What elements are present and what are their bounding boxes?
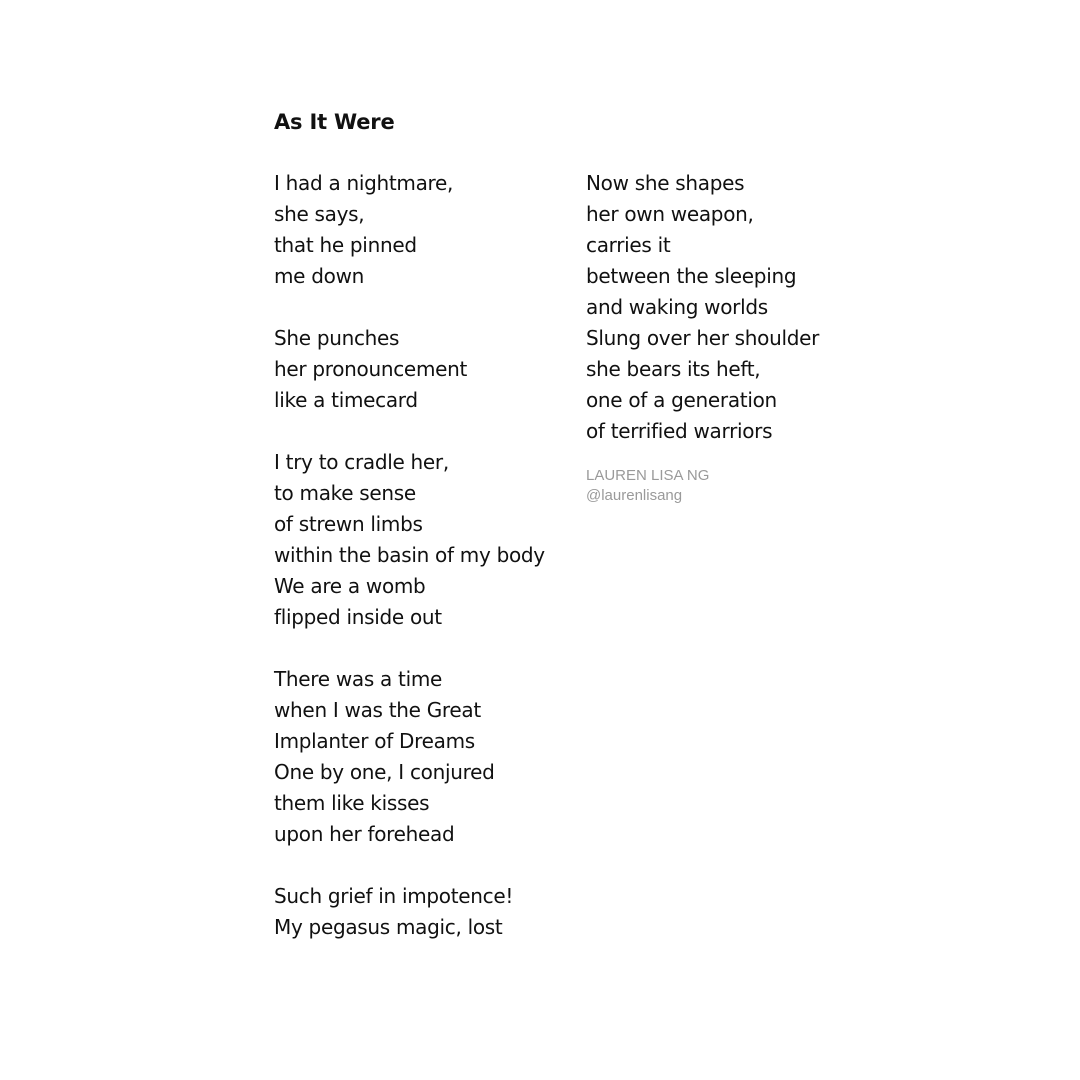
- poem-line: her pronouncement: [274, 357, 468, 381]
- poem-line: of strewn limbs: [274, 512, 423, 536]
- poem-line: She punches: [274, 326, 400, 350]
- poem-line: Now she shapes: [586, 171, 745, 195]
- stanza-break: [274, 292, 545, 323]
- poem-line: and waking worlds: [586, 295, 768, 319]
- author-handle: @laurenlisang: [586, 487, 683, 504]
- poem-line: I had a nightmare,: [274, 171, 454, 195]
- poem-line: she says,: [274, 202, 365, 226]
- poem-line: Implanter of Dreams: [274, 729, 475, 753]
- poem-right-column: [586, 168, 819, 447]
- poem-line: There was a time: [274, 667, 443, 691]
- poem-line: she bears its heft,: [586, 357, 761, 381]
- poem-line: within the basin of my body: [274, 543, 545, 567]
- poem-line: My pegasus magic, lost: [274, 915, 503, 939]
- poem-line: One by one, I conjured: [274, 760, 495, 784]
- poem-line: them like kisses: [274, 791, 430, 815]
- poem-line: her own weapon,: [586, 202, 754, 226]
- author-credit: [586, 466, 709, 506]
- poem-line: me down: [274, 264, 365, 288]
- poem-line: I try to cradle her,: [274, 450, 449, 474]
- poem-title: As It Were: [274, 110, 395, 134]
- poem-left-column: [274, 168, 545, 943]
- poem-line: one of a generation: [586, 388, 777, 412]
- poem-line: carries it: [586, 233, 671, 257]
- author-name: LAUREN LISA NG: [586, 467, 710, 484]
- poem-line: that he pinned: [274, 233, 417, 257]
- poem-line: We are a womb: [274, 574, 426, 598]
- poem-line: flipped inside out: [274, 605, 442, 629]
- poem-line: of terrified warriors: [586, 419, 773, 443]
- stanza-break: [274, 633, 545, 664]
- poem-line: like a timecard: [274, 388, 418, 412]
- poem-line: Slung over her shoulder: [586, 326, 820, 350]
- poem-line: upon her forehead: [274, 822, 455, 846]
- stanza-break: [274, 416, 545, 447]
- poem-line: to make sense: [274, 481, 416, 505]
- poem-line: Such grief in impotence!: [274, 884, 514, 908]
- poem-line: between the sleeping: [586, 264, 797, 288]
- stanza-break: [274, 850, 545, 881]
- poem-line: when I was the Great: [274, 698, 481, 722]
